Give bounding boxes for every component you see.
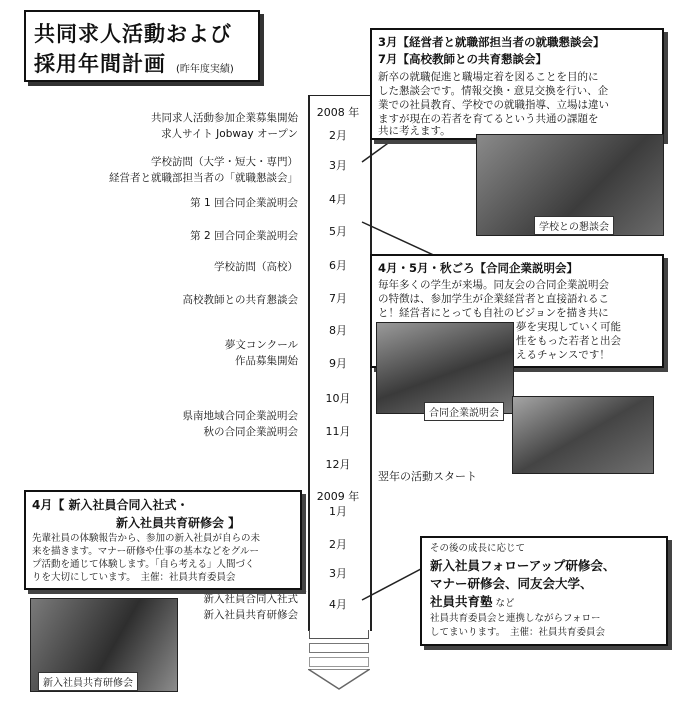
event-label: 秋の合同企業説明会 <box>203 426 298 438</box>
box-heading: 7月【高校教師との共育懇談会】 <box>378 52 547 66</box>
month-label: 4月 <box>329 193 347 206</box>
event-label: 学校訪問（高校） <box>214 261 298 273</box>
box-text: 共に考えます。 <box>378 125 451 137</box>
event-label: 共同求人活動参加企業募集開始 <box>151 112 298 124</box>
box-new-employee <box>24 490 302 590</box>
box-heading: 4月・5月・秋ごろ【合同企業説明会】 <box>378 261 579 275</box>
box-heading: 新入社員共育研修会 】 <box>116 516 241 530</box>
caption-job-fair: 合同企業説明会 <box>424 402 504 421</box>
month-label: 7月 <box>329 292 347 305</box>
box-intro: その後の成長に応じて <box>430 543 526 554</box>
box-bold-text: 社員共育塾 <box>430 594 493 609</box>
box-text: 業での社員教育、学校での就職指導、立場は違い <box>378 99 609 111</box>
event-label: 経営者と就職部担当者の「就職懇談会」 <box>109 172 298 184</box>
box-text: りを大切にしています。 主催：社員共育委員会 <box>32 572 236 583</box>
photo-job-fair-2 <box>512 396 654 474</box>
event-label: 新入社員共育研修会 <box>203 609 298 621</box>
event-label: 第 2 回合同企業説明会 <box>190 230 298 242</box>
box-text: 毎年多くの学生が来場。同友会の合同企業説明会 <box>378 279 609 291</box>
next-year-start: 翌年の活動スタート <box>378 470 477 483</box>
event-label: 新入社員合同入社式 <box>203 593 298 605</box>
month-label: 12月 <box>325 458 351 471</box>
title-line1: 共同求人活動および <box>34 22 232 46</box>
box-text: えるチャンスです！ <box>516 349 610 361</box>
box-text: 性をもった若者と出会 <box>516 335 621 347</box>
event-label: 第 1 回合同企業説明会 <box>190 197 298 209</box>
month-label: 2月 <box>329 538 347 551</box>
month-label: 3月 <box>329 159 347 172</box>
box-bold-suffix: など <box>492 598 515 609</box>
month-label: 10月 <box>325 392 351 405</box>
box-heading: 4月【 新入社員合同入社式・ <box>32 498 189 512</box>
box-text: してまいります。 主催：社員共育委員会 <box>430 627 605 638</box>
timeline-arrow <box>309 630 369 691</box>
photo-job-fair-1 <box>376 322 514 414</box>
box-text: した懇談会です。情報交換・意見交換を行い、企 <box>378 85 609 97</box>
event-label: 高校教師との共育懇談会 <box>182 294 298 306</box>
box-recruit-meeting <box>370 28 664 140</box>
year-2009: 2009 年 <box>316 490 360 503</box>
event-label: 求人サイト Jobway オープン <box>161 128 298 140</box>
box-bold: 新入社員フォローアップ研修会、 <box>430 558 616 573</box>
box-heading: 3月【経営者と就職部担当者の就職懇談会】 <box>378 35 605 49</box>
title-note: (昨年度実績) <box>176 64 234 75</box>
month-label: 9月 <box>329 357 347 370</box>
month-label: 3月 <box>329 567 347 580</box>
month-label: 8月 <box>329 324 347 337</box>
event-label: 夢文コンクール <box>224 339 298 351</box>
box-text: 先輩社員の体験報告から、参加の新入社員が自らの未 <box>32 533 261 544</box>
caption-school-meeting: 学校との懇談会 <box>534 216 614 235</box>
month-label: 1月 <box>329 505 347 518</box>
month-label: 4月 <box>329 598 347 611</box>
month-label: 2月 <box>329 129 347 142</box>
caption-new-employee-training: 新入社員共育研修会 <box>38 672 138 691</box>
box-text: プ活動を通じて体験します。「自ら考える」人間づく <box>32 559 255 570</box>
month-label: 5月 <box>329 225 347 238</box>
box-text: 社員共育委員会と連携しながらフォロー <box>430 613 601 624</box>
box-bold <box>430 592 515 610</box>
month-label: 6月 <box>329 259 347 272</box>
box-text: 夢を実現していく可能 <box>516 321 621 333</box>
month-label: 11月 <box>325 425 351 438</box>
event-label: 作品募集開始 <box>235 355 298 367</box>
box-text: ますが現在の若者を育てるという共通の課題を <box>378 113 599 125</box>
box-bold: マナー研修会、同友会大学、 <box>430 576 593 591</box>
box-text: 来を描きます。マナー研修や仕事の基本などをグルー <box>32 546 259 557</box>
box-text: 新卒の就職促進と職場定着を図ることを目的に <box>378 71 599 83</box>
year-2008: 2008 年 <box>316 106 360 119</box>
box-text: の特徴は、参加学生が企業経営者と直接語れるこ <box>378 293 609 305</box>
event-label: 県南地域合同企業説明会 <box>182 410 298 422</box>
event-label: 学校訪問（大学・短大・専門） <box>151 156 298 168</box>
box-follow-up <box>420 536 668 646</box>
title-line2-text: 採用年間計画 <box>34 52 166 76</box>
box-text: と！経営者にとっても自社のビジョンを描き共に <box>378 307 609 319</box>
